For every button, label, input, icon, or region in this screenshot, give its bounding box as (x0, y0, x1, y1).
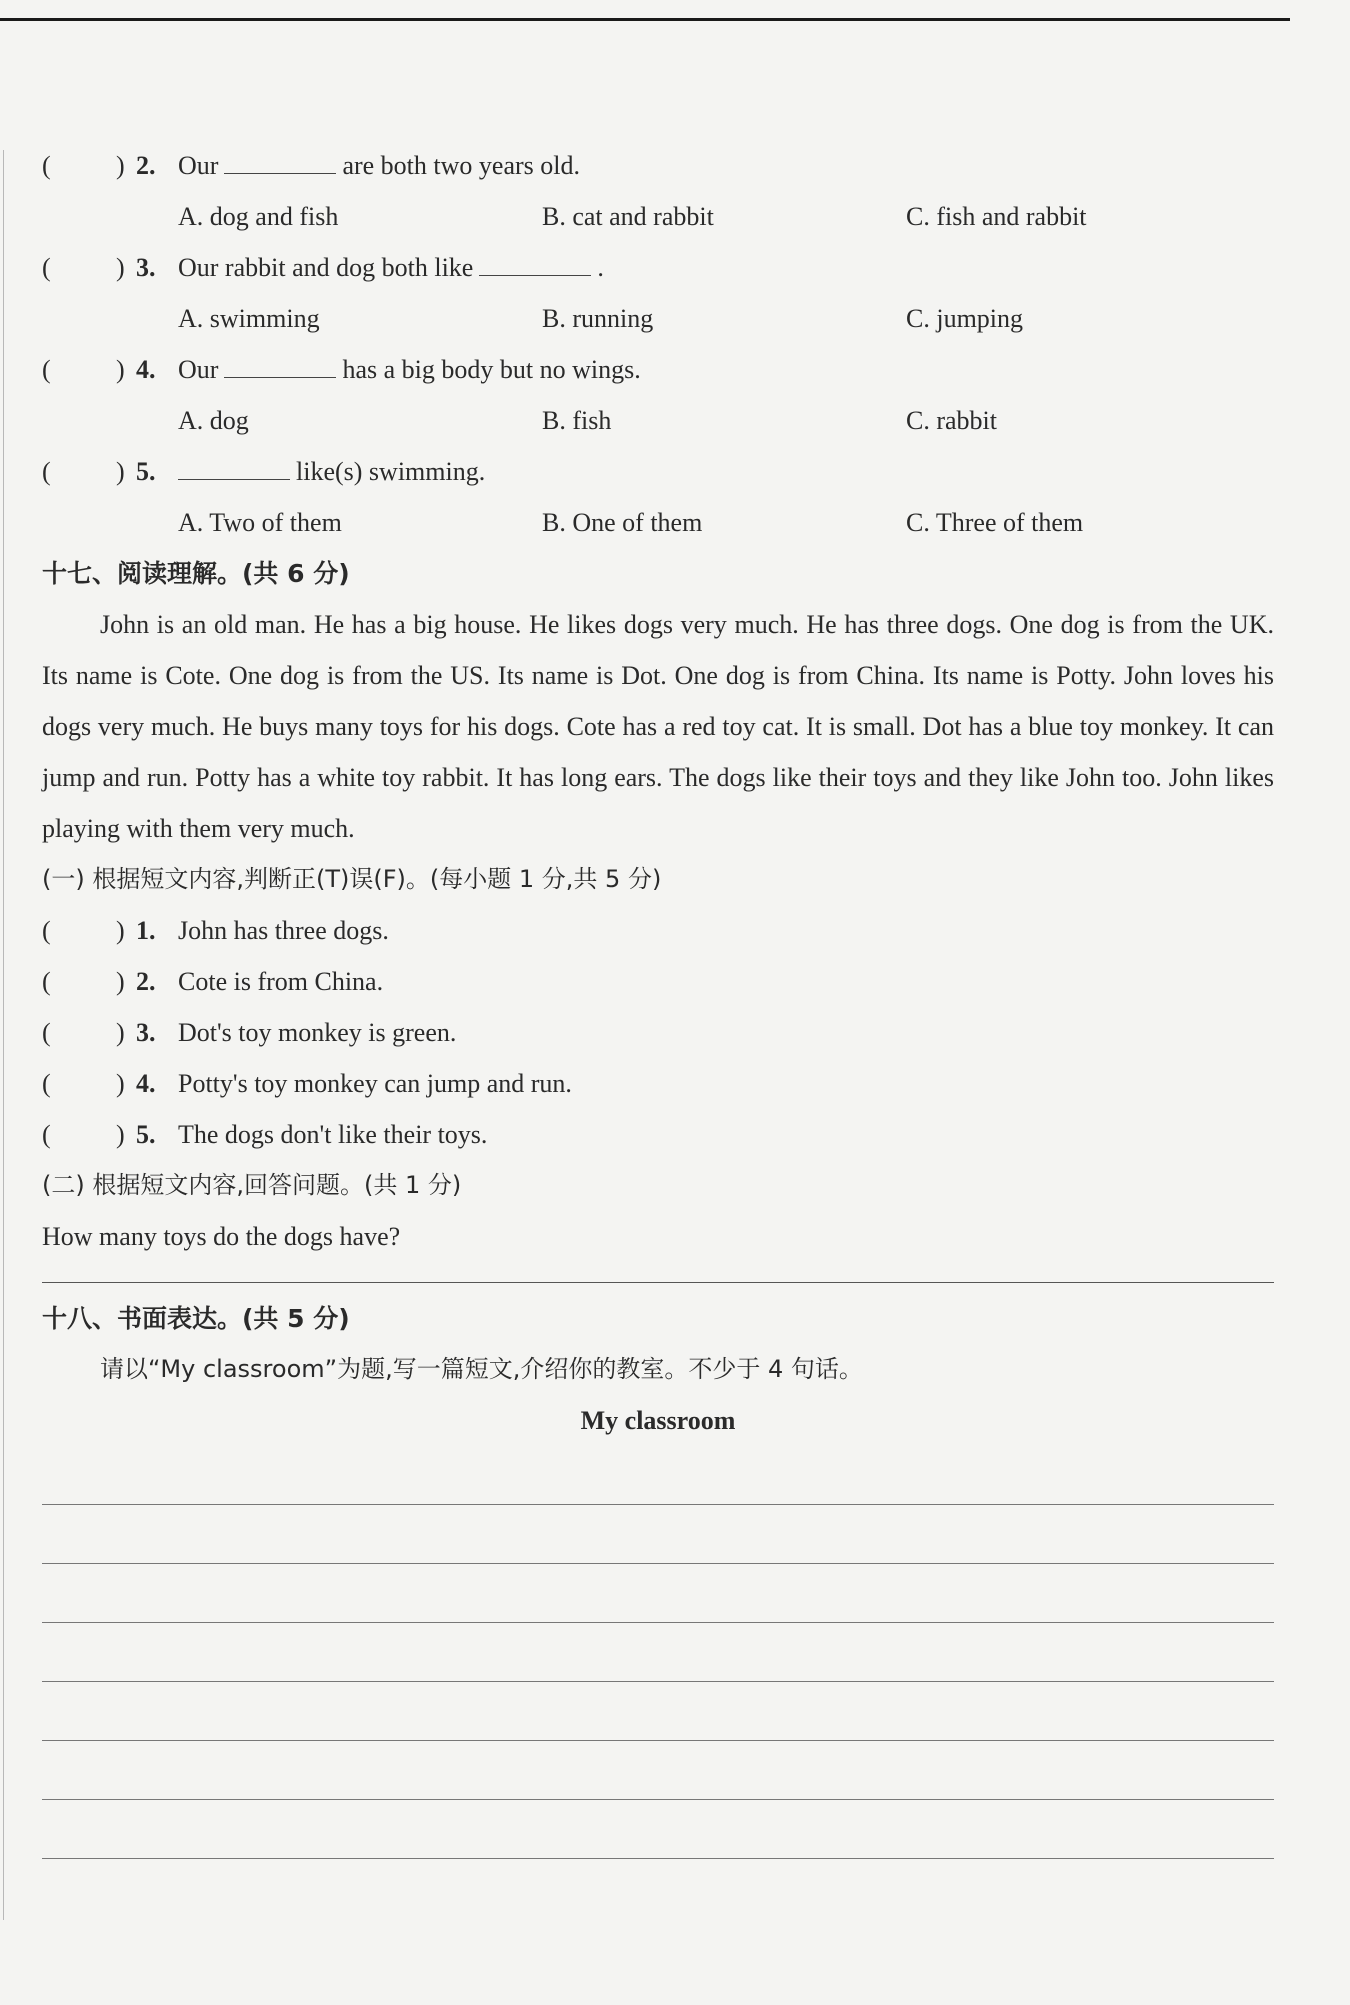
answer-paren-open: ( (42, 457, 51, 486)
answer-paren-close: ) (116, 457, 125, 486)
writing-line[interactable] (42, 1741, 1274, 1800)
tf-question-2 (42, 956, 1274, 1007)
option-c: C. rabbit (906, 406, 997, 435)
question-number: 1. (136, 916, 156, 945)
top-rule (0, 18, 1290, 21)
option-c: C. jumping (906, 304, 1024, 333)
open-question: How many toys do the dogs have? (42, 1222, 401, 1251)
part-2-instruction: (二) 根据短文内容,回答问题。(共 1 分) (42, 1171, 462, 1199)
answer-paren-close: ) (116, 916, 125, 945)
mc-question-2 (42, 140, 1274, 242)
question-number: 4. (136, 1069, 156, 1098)
tf-question-1 (42, 905, 1274, 956)
option-b: B. One of them (542, 508, 703, 537)
question-text: Our are both two years old. (178, 151, 580, 180)
section-17-heading: 十七、阅读理解。(共 6 分) (42, 559, 350, 588)
answer-paren-close: ) (116, 1018, 125, 1047)
statement-text: The dogs don't like their toys. (178, 1120, 488, 1149)
fill-blank (479, 253, 591, 276)
answer-paren-close: ) (116, 967, 125, 996)
answer-paren-open: ( (42, 1018, 51, 1047)
option-b: B. cat and rabbit (542, 202, 714, 231)
writing-line[interactable] (42, 1682, 1274, 1741)
question-number: 2. (136, 151, 156, 180)
fill-blank (224, 355, 336, 378)
question-text: like(s) swimming. (178, 446, 485, 497)
question-number: 4. (136, 355, 156, 384)
mc-question-5 (42, 446, 1274, 548)
tf-question-3 (42, 1007, 1274, 1058)
writing-line[interactable] (42, 1623, 1274, 1682)
question-number: 5. (136, 457, 156, 486)
answer-paren-close: ) (116, 355, 125, 384)
fill-blank (224, 151, 336, 174)
option-a: A. Two of them (178, 508, 342, 537)
tf-question-5 (42, 1109, 1274, 1160)
answer-paren-open: ( (42, 916, 51, 945)
statement-text: Potty's toy monkey can jump and run. (178, 1069, 572, 1098)
part-1-instruction: (一) 根据短文内容,判断正(T)误(F)。(每小题 1 分,共 5 分) (42, 865, 662, 893)
writing-line[interactable] (42, 1800, 1274, 1859)
writing-title: My classroom (580, 1406, 736, 1435)
answer-paren-open: ( (42, 967, 51, 996)
option-a: A. dog and fish (178, 202, 339, 231)
writing-instruction: 请以“My classroom”为题,写一篇短文,介绍你的教室。不少于 4 句话。 (100, 1355, 863, 1383)
answer-line[interactable] (42, 1282, 1274, 1283)
option-a: A. dog (178, 406, 249, 435)
writing-line[interactable] (42, 1446, 1274, 1505)
answer-paren-open: ( (42, 1120, 51, 1149)
statement-text: Dot's toy monkey is green. (178, 1018, 457, 1047)
answer-paren-open: ( (42, 355, 51, 384)
reading-passage: John is an old man. He has a big house. He likes dogs very much. He has three dogs. One dog is from the UK. Its name is Cote. One dog is from the US. Its name is Dot. One dog is from China. Its name is Potty. John loves his dogs very much. He buys many toys for his dogs. Cote has a red toy cat. It is small. Dot has a blue toy monkey. It can jump and run. Potty has a white toy rabbit. It has long ears. The dogs like their toys and they like John too. John likes playing with them very much. (42, 610, 1274, 843)
answer-paren-close: ) (116, 151, 125, 180)
answer-paren-close: ) (116, 253, 125, 282)
binding-margin-line (3, 150, 4, 1920)
option-b: B. fish (542, 406, 612, 435)
mc-question-4 (42, 344, 1274, 446)
question-number: 3. (136, 1018, 156, 1047)
option-c: C. fish and rabbit (906, 202, 1087, 231)
answer-paren-open: ( (42, 151, 51, 180)
fill-blank (178, 457, 290, 480)
section-18-heading: 十八、书面表达。(共 5 分) (42, 1304, 350, 1333)
question-text: Our rabbit and dog both like . (178, 253, 604, 282)
answer-paren-close: ) (116, 1120, 125, 1149)
option-b: B. running (542, 304, 654, 333)
question-number: 3. (136, 253, 156, 282)
answer-paren-open: ( (42, 1069, 51, 1098)
writing-line[interactable] (42, 1505, 1274, 1564)
writing-area[interactable] (42, 1446, 1274, 1859)
answer-paren-close: ) (116, 1069, 125, 1098)
mc-question-3 (42, 242, 1274, 344)
answer-paren-open: ( (42, 253, 51, 282)
question-text: Our has a big body but no wings. (178, 355, 641, 384)
worksheet-page (42, 140, 1274, 1859)
question-number: 2. (136, 967, 156, 996)
statement-text: Cote is from China. (178, 967, 384, 996)
statement-text: John has three dogs. (178, 916, 389, 945)
option-c: C. Three of them (906, 508, 1084, 537)
option-a: A. swimming (178, 304, 320, 333)
writing-line[interactable] (42, 1564, 1274, 1623)
tf-question-4 (42, 1058, 1274, 1109)
question-number: 5. (136, 1120, 156, 1149)
